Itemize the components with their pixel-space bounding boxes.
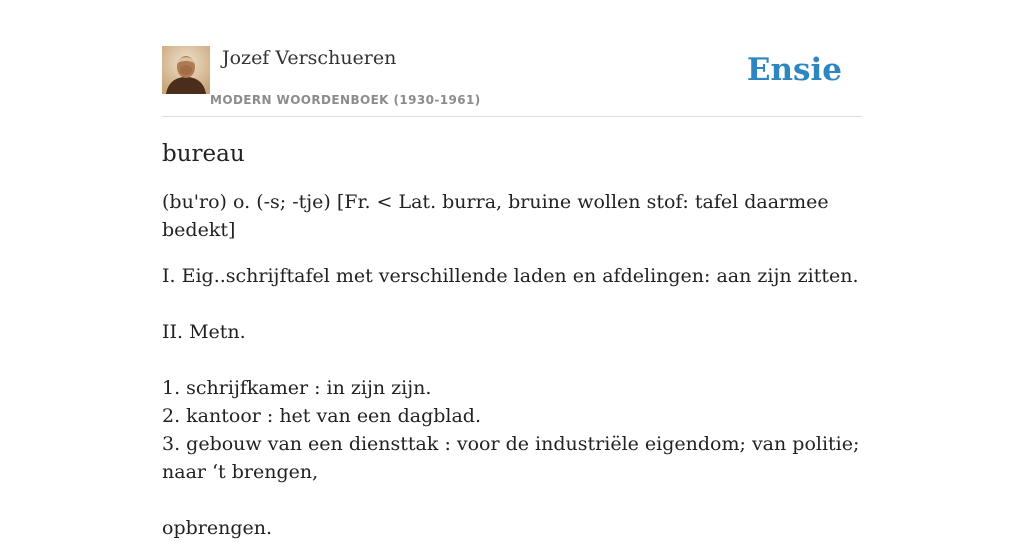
source-title[interactable]: MODERN WOORDENBOEK (1930-1961) xyxy=(210,93,481,107)
subsense-2: 2. kantoor : het van een dagblad. xyxy=(162,405,482,427)
author-portrait-icon xyxy=(162,46,210,94)
sense-1: I. Eig..schrijftafel met verschillende laden en afdelingen: aan zijn zitten. xyxy=(162,265,859,287)
subsense-1: 1. schrijfkamer : in zijn zijn. xyxy=(162,377,432,399)
ensie-logo[interactable]: Ensie xyxy=(746,52,842,88)
author-avatar[interactable] xyxy=(162,46,210,94)
spacer xyxy=(162,486,862,514)
spacer xyxy=(162,290,862,318)
entry-term: bureau xyxy=(162,141,245,167)
sense-2: II. Metn. xyxy=(162,321,246,343)
author-name[interactable]: Jozef Verschueren xyxy=(222,47,397,69)
dictionary-entry xyxy=(162,138,862,542)
entry-etymology: (bu'ro) o. (-s; -tje) [Fr. < Lat. burra, bruine wollen stof: tafel daarmee bedekt] xyxy=(162,191,829,241)
header xyxy=(162,46,862,117)
spacer xyxy=(162,346,862,374)
subsense-3: 3. gebouw van een diensttak : voor de industriële eigendom; van politie; naar ‘t brengen, xyxy=(162,433,860,483)
entry-tail: opbrengen. xyxy=(162,517,273,539)
